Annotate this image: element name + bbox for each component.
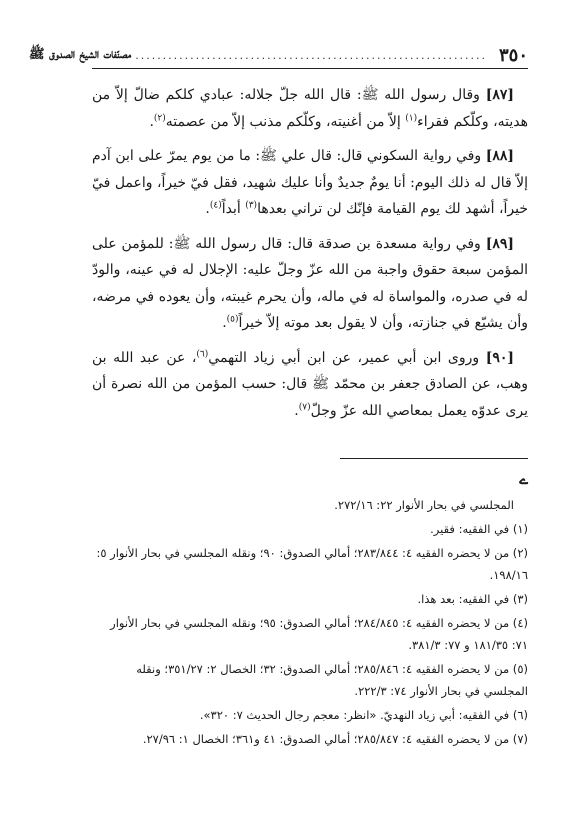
hadith-paragraph [92,345,528,425]
footnote-continuation-mark: ے [519,470,528,488]
footnote-ref[interactable]: (٤) [209,200,222,211]
header-dots: ................................................................ [135,48,487,62]
footnotes [92,494,528,752]
hadith-paragraph [92,231,528,337]
hadith-number: [٨٧] [485,87,514,103]
hadith-number: [٩٠] [485,349,514,366]
hadith-text: وفي رواية السكوني قال: قال علي ﷺ: ما من يوم يمرّ على ابن آدم إلاّ قال له ذلك اليوم: أنا يومٌ جديدٌ وأنا عليك شهيد، فقل فيّ خيراً، واعمل فيّ خيراً، أشهد لك يوم القيامة فإنّك لن تراني بعدها [92,148,528,217]
hadith-text: . [149,113,154,130]
footnote-item: المجلسي في بحار الأنوار ٢٢: ٢٧٢/١٦. [334,498,514,512]
hadith-text: وفي رواية مسعدة بن صدقة قال: قال رسول الله ﷺ: للمؤمن على المؤمن سبعة حقوق واجبة من الله عزّ وجلّ عليه: الإجلال له في عينه، والودّ له في صدره، والمواساة له في ماله، وأن يحرم غيبته، وأن يعوده في مرضه، وأن يشيّع في جنازته، وأن لا يقول بعد موته إلاّ خيراً [92,235,528,331]
main-text [92,82,528,432]
footnote-item: (١) في الفقيه: فقير. [430,522,528,536]
hadith-text: أبداً [221,201,246,217]
footnote-divider [340,458,528,459]
hadith-text: وروى ابن أبي عمير، عن ابن أبي زياد التهمي [208,349,486,366]
hadith-text: . [205,201,210,217]
footnote-item: (٣) في الفقيه: بعد هذا. [417,592,528,606]
footnote-ref[interactable]: (١) [405,112,418,123]
footnote-item: (٧) من لا يحضره الفقيه ٤: ٢٨٥/٨٤٧؛ أمالي الصدوق: ٤١ و٣٦١؛ الخصال ١: ٢٧/٩٦. [142,732,528,746]
footnote-ref[interactable]: (٢) [153,112,166,123]
hadith-paragraph [92,82,528,135]
hadith-paragraph [92,143,528,223]
footnote-item: (٤) من لا يحضره الفقيه ٤: ٢٨٤/٨٤٥؛ أمالي الصدوق: ٩٥؛ ونقله المجلسي في بحار الأنوار ٧١: ١٨١/٣٥ و ٧٧: ٣٨١/٣. [110,616,528,652]
footnote-item: (٢) من لا يحضره الفقيه ٤: ٢٨٣/٨٤٤؛ أمالي الصدوق: ٩٠؛ ونقله المجلسي في بحار الأنوار ٥: ١٩٨/١٦. [96,546,528,582]
footnote-ref[interactable]: (٧) [298,401,311,412]
hadith-number: [٨٩] [485,235,514,252]
footnote-ref[interactable]: (٦) [196,348,209,359]
page-header [28,42,528,69]
hadith-text: . [222,315,227,331]
hadith-text: وقال رسول الله ﷺ: قال الله جلّ جلاله: عبادي كلكم ضالّ إلاّ من هديته، وكلّكم فقراء [92,87,528,130]
footnote-ref[interactable]: (٥) [226,314,239,325]
hadith-number: [٨٨] [485,148,514,164]
page-number: ٣٥٠ [498,44,528,66]
running-title: مصنّفات الشيخ الصدوق ﷺ [28,46,132,62]
hadith-text: إلاّ من أغنيته، وكلّكم مذنب إلاّ من عصمته [165,113,406,130]
footnote-item: (٦) في الفقيه: أبي زياد النهديّ. «انظر: معجم رجال الحديث ٧: ٣٢٠». [199,708,528,722]
footnote-ref[interactable]: (٣) [245,200,258,211]
hadith-text: ، عن عبد الله بن وهب، عن الصادق جعفر بن محمّد ﷺ قال: حسب المؤمن من الله نصرة أن يرى عدوّه يعمل بمعاصي الله عزّ وجلّ [92,349,528,419]
footnote-item: (٥) من لا يحضره الفقيه ٤: ٢٨٥/٨٤٦؛ أمالي الصدوق: ٣٢؛ الخصال ٢: ٣٥١/٢٧؛ ونقله المجلسي في بحار الأنوار ٧٤: ٢٢٢/٣. [136,662,528,698]
hadith-text: . [294,402,299,419]
